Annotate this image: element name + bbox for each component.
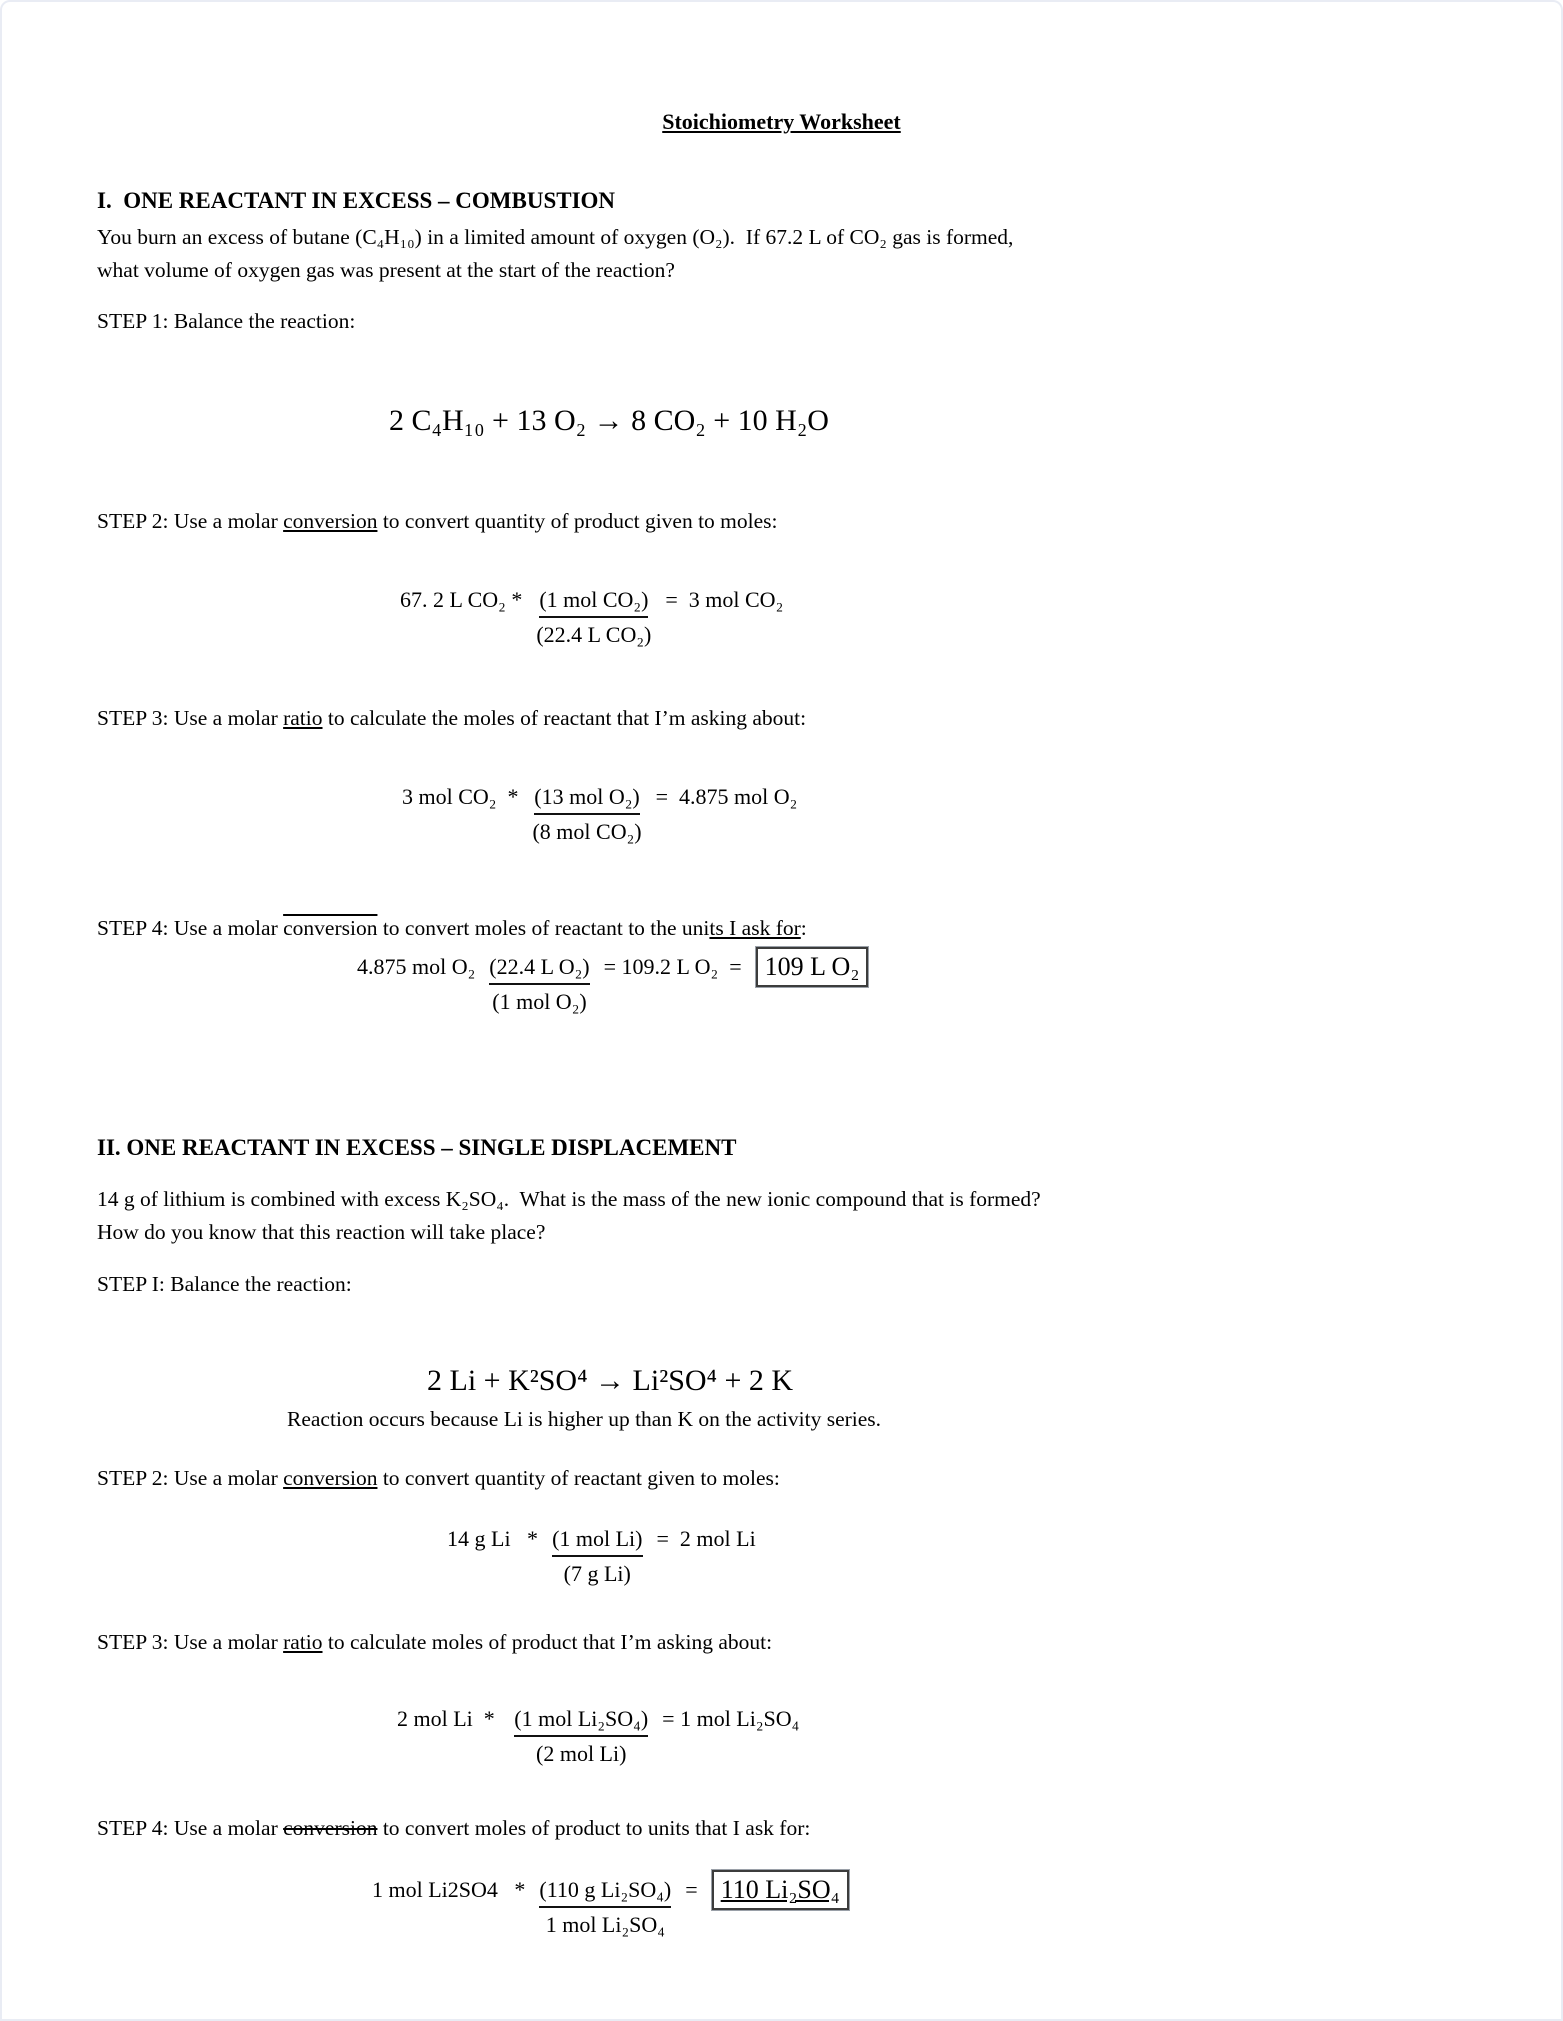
fraction-numerator: (110 g Li₂SO₄) <box>539 1873 671 1908</box>
step-text: to convert moles of reactant to the uni <box>377 916 710 940</box>
fraction-denominator: (1 mol O₂) <box>492 989 587 1014</box>
math-mid: = 109.2 L O₂ = <box>603 954 742 979</box>
boxed-answer: 109 L O₂ <box>756 947 869 987</box>
section-ii-step-3-label <box>97 1626 1466 1659</box>
fraction <box>514 1702 648 1770</box>
step-text: STEP 4: Use a molar <box>97 1816 284 1840</box>
math-lead: 2 mol Li * <box>397 1706 501 1731</box>
fraction <box>539 1873 671 1941</box>
fraction-denominator: (7 g Li) <box>563 1561 631 1586</box>
fraction-numerator: (1 mol CO₂) <box>539 583 648 618</box>
boxed-answer: 110 Li₂SO₄ <box>712 1870 849 1910</box>
section-i-problem-line-2: what volume of oxygen gas was present at the start of the reaction? <box>97 258 675 282</box>
math-lead: 67. 2 L CO₂ * <box>400 587 523 612</box>
section-ii-step-3-math <box>397 1702 1466 1770</box>
underlined-keyword: conversion <box>283 509 378 533</box>
section-ii-equation-note: Reaction occurs because Li is higher up than K on the activity series. <box>287 1407 882 1431</box>
step-text: to convert quantity of reactant given to moles: <box>377 1466 780 1490</box>
step-text: STEP 4: Use a molar <box>97 916 284 940</box>
section-ii-step-2-math <box>447 1522 1466 1590</box>
section-ii-problem-line-1: 14 g of lithium is combined with excess K₂SO₄. What is the mass of the new ionic compound that is formed? <box>97 1187 1041 1211</box>
math-result: = 4.875 mol O₂ <box>655 784 798 809</box>
math-lead: 3 mol CO₂ * <box>402 784 519 809</box>
step-text: to convert quantity of product given to moles: <box>377 509 778 533</box>
section-ii-balanced-equation: 2 Li + K²SO⁴ → Li²SO⁴ + 2 K <box>427 1364 794 1397</box>
worksheet-content <box>2 105 1561 1941</box>
section-ii-heading: II. ONE REACTANT IN EXCESS – SINGLE DISPLACEMENT <box>97 1135 737 1160</box>
section-i-step-3-label <box>97 702 1466 735</box>
math-mid: = <box>685 1877 698 1902</box>
section-ii-step-4-label <box>97 1812 1466 1845</box>
fraction-denominator: (2 mol Li) <box>536 1741 627 1766</box>
fraction-numerator: (1 mol Li₂SO₄) <box>514 1702 648 1737</box>
fraction-denominator: (8 mol CO₂) <box>532 819 642 844</box>
struck-keyword: conversion <box>283 1816 378 1840</box>
section-i-step-4-label <box>97 912 1466 945</box>
step-text: STEP 3: Use a molar <box>97 706 284 730</box>
fraction <box>532 780 641 848</box>
fraction <box>552 1522 642 1590</box>
section-i-balanced-equation: 2 C₄H₁₀ + 13 O₂ → 8 CO₂ + 10 H₂O <box>389 404 829 437</box>
math-lead: 1 mol Li2SO4 * <box>372 1877 526 1902</box>
section-i-step-3-math <box>402 780 1466 848</box>
fraction-numerator: (1 mol Li) <box>552 1522 642 1557</box>
step-text: to calculate moles of product that I’m asking about: <box>322 1630 773 1654</box>
underlined-keyword: ratio <box>283 1630 323 1654</box>
underlined-keyword: conversion <box>283 1466 378 1490</box>
math-result: = 1 mol Li₂SO₄ <box>662 1706 800 1731</box>
overlined-keyword: conversion <box>283 916 378 940</box>
fraction-denominator: 1 mol Li₂SO₄ <box>545 1912 665 1937</box>
math-lead: 14 g Li * <box>447 1526 539 1551</box>
section-ii-step-2-label <box>97 1462 1466 1495</box>
section-i-step-2-math <box>400 583 1466 651</box>
page-title: Stoichiometry Worksheet <box>662 109 901 134</box>
step-text: : <box>800 916 807 940</box>
section-i-problem-line-1: You burn an excess of butane (C₄H₁₀) in a limited amount of oxygen (O₂). If 67.2 L of CO₂ gas is formed, <box>97 225 1014 249</box>
underlined-keyword: ratio <box>283 706 323 730</box>
section-ii-problem-line-2: How do you know that this reaction will take place? <box>97 1220 546 1244</box>
step-text: to calculate the moles of reactant that I’m asking about: <box>322 706 807 730</box>
fraction <box>536 583 651 651</box>
section-i-step-4-math <box>357 950 1466 1018</box>
section-ii-step-1-label: STEP I: Balance the reaction: <box>97 1272 352 1296</box>
fraction-numerator: (22.4 L O₂) <box>489 950 589 985</box>
fraction-denominator: (22.4 L CO₂) <box>536 622 652 647</box>
fraction-numerator: (13 mol O₂) <box>534 780 639 815</box>
step-text: STEP 2: Use a molar <box>97 1466 284 1490</box>
step-text: STEP 2: Use a molar <box>97 509 284 533</box>
math-lead: 4.875 mol O₂ <box>357 954 476 979</box>
underlined-phrase: ts I ask for <box>709 916 801 940</box>
section-i-step-1-label: STEP 1: Balance the reaction: <box>97 309 356 333</box>
math-result: = 3 mol CO₂ <box>665 587 784 612</box>
math-result: = 2 mol Li <box>656 1526 756 1551</box>
section-i-heading: I. ONE REACTANT IN EXCESS – COMBUSTION <box>97 188 616 213</box>
step-text: STEP 3: Use a molar <box>97 1630 284 1654</box>
section-i-step-2-label <box>97 505 1466 538</box>
step-text: to convert moles of product to units that I ask for: <box>377 1816 811 1840</box>
fraction <box>489 950 589 1018</box>
section-ii-step-4-math <box>372 1873 1466 1941</box>
